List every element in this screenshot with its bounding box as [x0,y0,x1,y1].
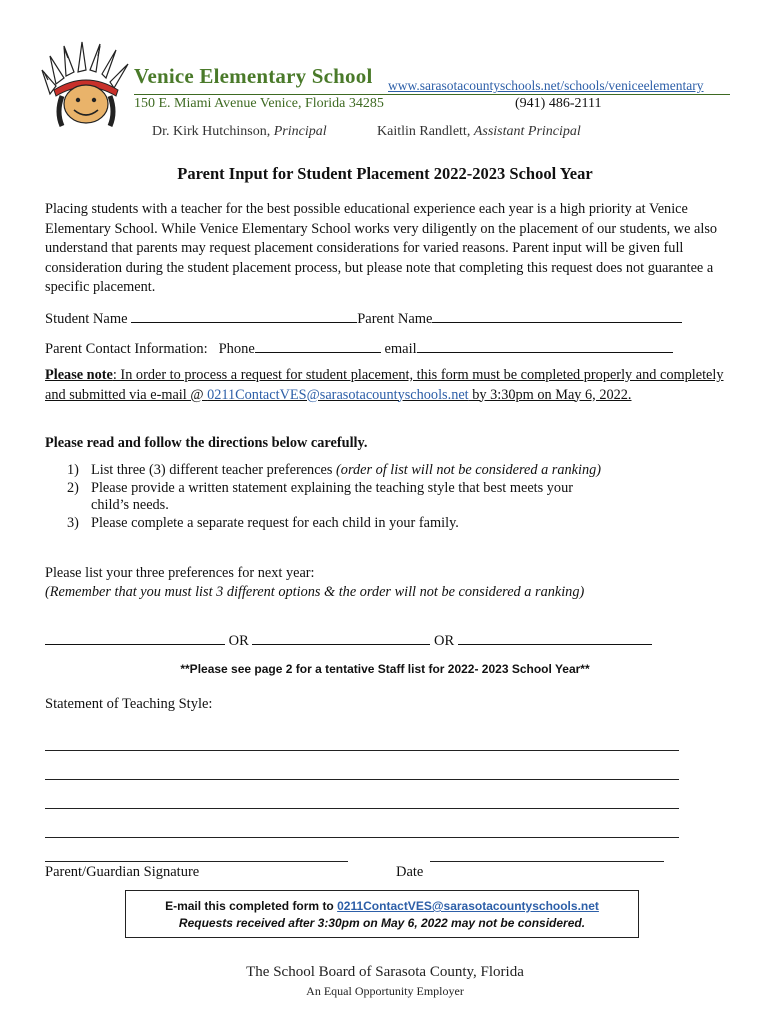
chief-mascot-icon [40,40,132,128]
list-item [67,515,601,533]
teaching-style-line[interactable] [45,779,679,780]
equal-opportunity-footer: An Equal Opportunity Employer [306,984,464,998]
submission-note [45,366,725,405]
principal-name: Dr. Kirk Hutchinson, [152,124,274,139]
direction-text: Please complete a separate request for each child in your family. [91,514,459,531]
direction-text: List three (3) different teacher preferences [91,462,337,478]
date-label: Date [396,864,424,880]
parent-name-field[interactable] [432,308,682,323]
list-item [67,462,601,480]
direction-text: Please provide a written statement explaining the teaching style that best meets your child’s needs. [91,479,573,513]
or-label: OR [228,633,249,649]
list-item [67,480,601,515]
note-text: : In order to process a request for student placement, this form must be completed properly and completely and submitted via e-mail @ [45,367,724,403]
parent-name-label: Parent Name [357,311,433,327]
preferences-intro [45,564,584,602]
note-label: Please note [45,367,113,383]
assistant-principal-credit [377,124,581,140]
signature-label: Parent/Guardian Signature [45,864,200,880]
school-address: 150 E. Miami Avenue Venice, Florida 34285 [134,96,384,111]
list-number: 3) [67,514,79,531]
direction-italic: (order of list will not be considered a ranking) [336,462,602,478]
note-deadline: by 3:30pm on May 6, 2022. [468,386,632,403]
assistant-principal-title: Assistant Principal [473,124,581,139]
student-name-field[interactable] [131,308,357,323]
school-website-link[interactable]: www.sarasotacountyschools.net/schools/veniceelementary [388,78,704,93]
or-label: OR [434,633,455,649]
teaching-style-line[interactable] [45,837,679,838]
directions-list [67,462,601,532]
phone-field[interactable] [255,338,381,353]
list-text [91,462,601,480]
teaching-style-label: Statement of Teaching Style: [45,696,213,712]
list-number: 1) [67,462,79,478]
student-name-label: Student Name [45,311,128,327]
submission-email-link[interactable]: 0211ContactVES@sarasotacountyschools.net [337,899,599,913]
note-email-link[interactable]: 0211ContactVES@sarasotacountyschools.net [207,386,469,403]
deadline-warning: Requests received after 3:30pm on May 6, 2022 may not be considered. [178,916,586,930]
date-line[interactable] [430,861,664,862]
list-number: 2) [67,479,79,496]
teacher-preferences-row [45,630,652,650]
form-title: Parent Input for Student Placement 2022-2023 School Year [177,164,593,183]
intro-paragraph: Placing students with a teacher for the best possible educational experience each year is a high priority at Venice Elementary School. While Venice Elementary School works very diligently on the placement of our students, we also understand that parents may request placement considerations for varied reasons. Parent input will be given full consideration during the student placement process, but please note that completing this request does not guarantee a specific placement. [45,201,718,296]
school-phone: (941) 486-2111 [515,96,602,111]
directions-heading: Please read and follow the directions below carefully. [45,435,368,451]
school-board-footer: The School Board of Sarasota County, Florida [246,964,524,980]
teaching-style-line[interactable] [45,808,679,809]
preference-3-field[interactable] [458,630,652,645]
signature-line[interactable] [45,861,348,862]
principal-title: Principal [273,124,327,139]
principal-credit [152,124,327,140]
teaching-style-line[interactable] [45,750,679,751]
preference-1-field[interactable] [45,630,225,645]
email-instructions-text: E-mail this completed form to [165,899,338,913]
preferences-line: Please list your three preferences for next year: [45,565,315,581]
phone-label: Phone [218,341,255,357]
staff-list-note: **Please see page 2 for a tentative Staff list for 2022- 2023 School Year** [180,662,590,676]
preferences-reminder: (Remember that you must list 3 different options & the order will not be considered a ranking) [45,584,585,600]
school-name: Venice Elementary School [134,64,373,88]
preference-2-field[interactable] [252,630,430,645]
header-divider [134,94,730,95]
contact-label: Parent Contact Information: [45,341,208,357]
student-parent-row [45,308,682,328]
contact-row [45,338,673,358]
assistant-principal-name: Kaitlin Randlett, [377,124,474,139]
email-label: email [384,341,417,357]
email-field[interactable] [417,338,673,353]
email-instructions-box [125,890,639,938]
